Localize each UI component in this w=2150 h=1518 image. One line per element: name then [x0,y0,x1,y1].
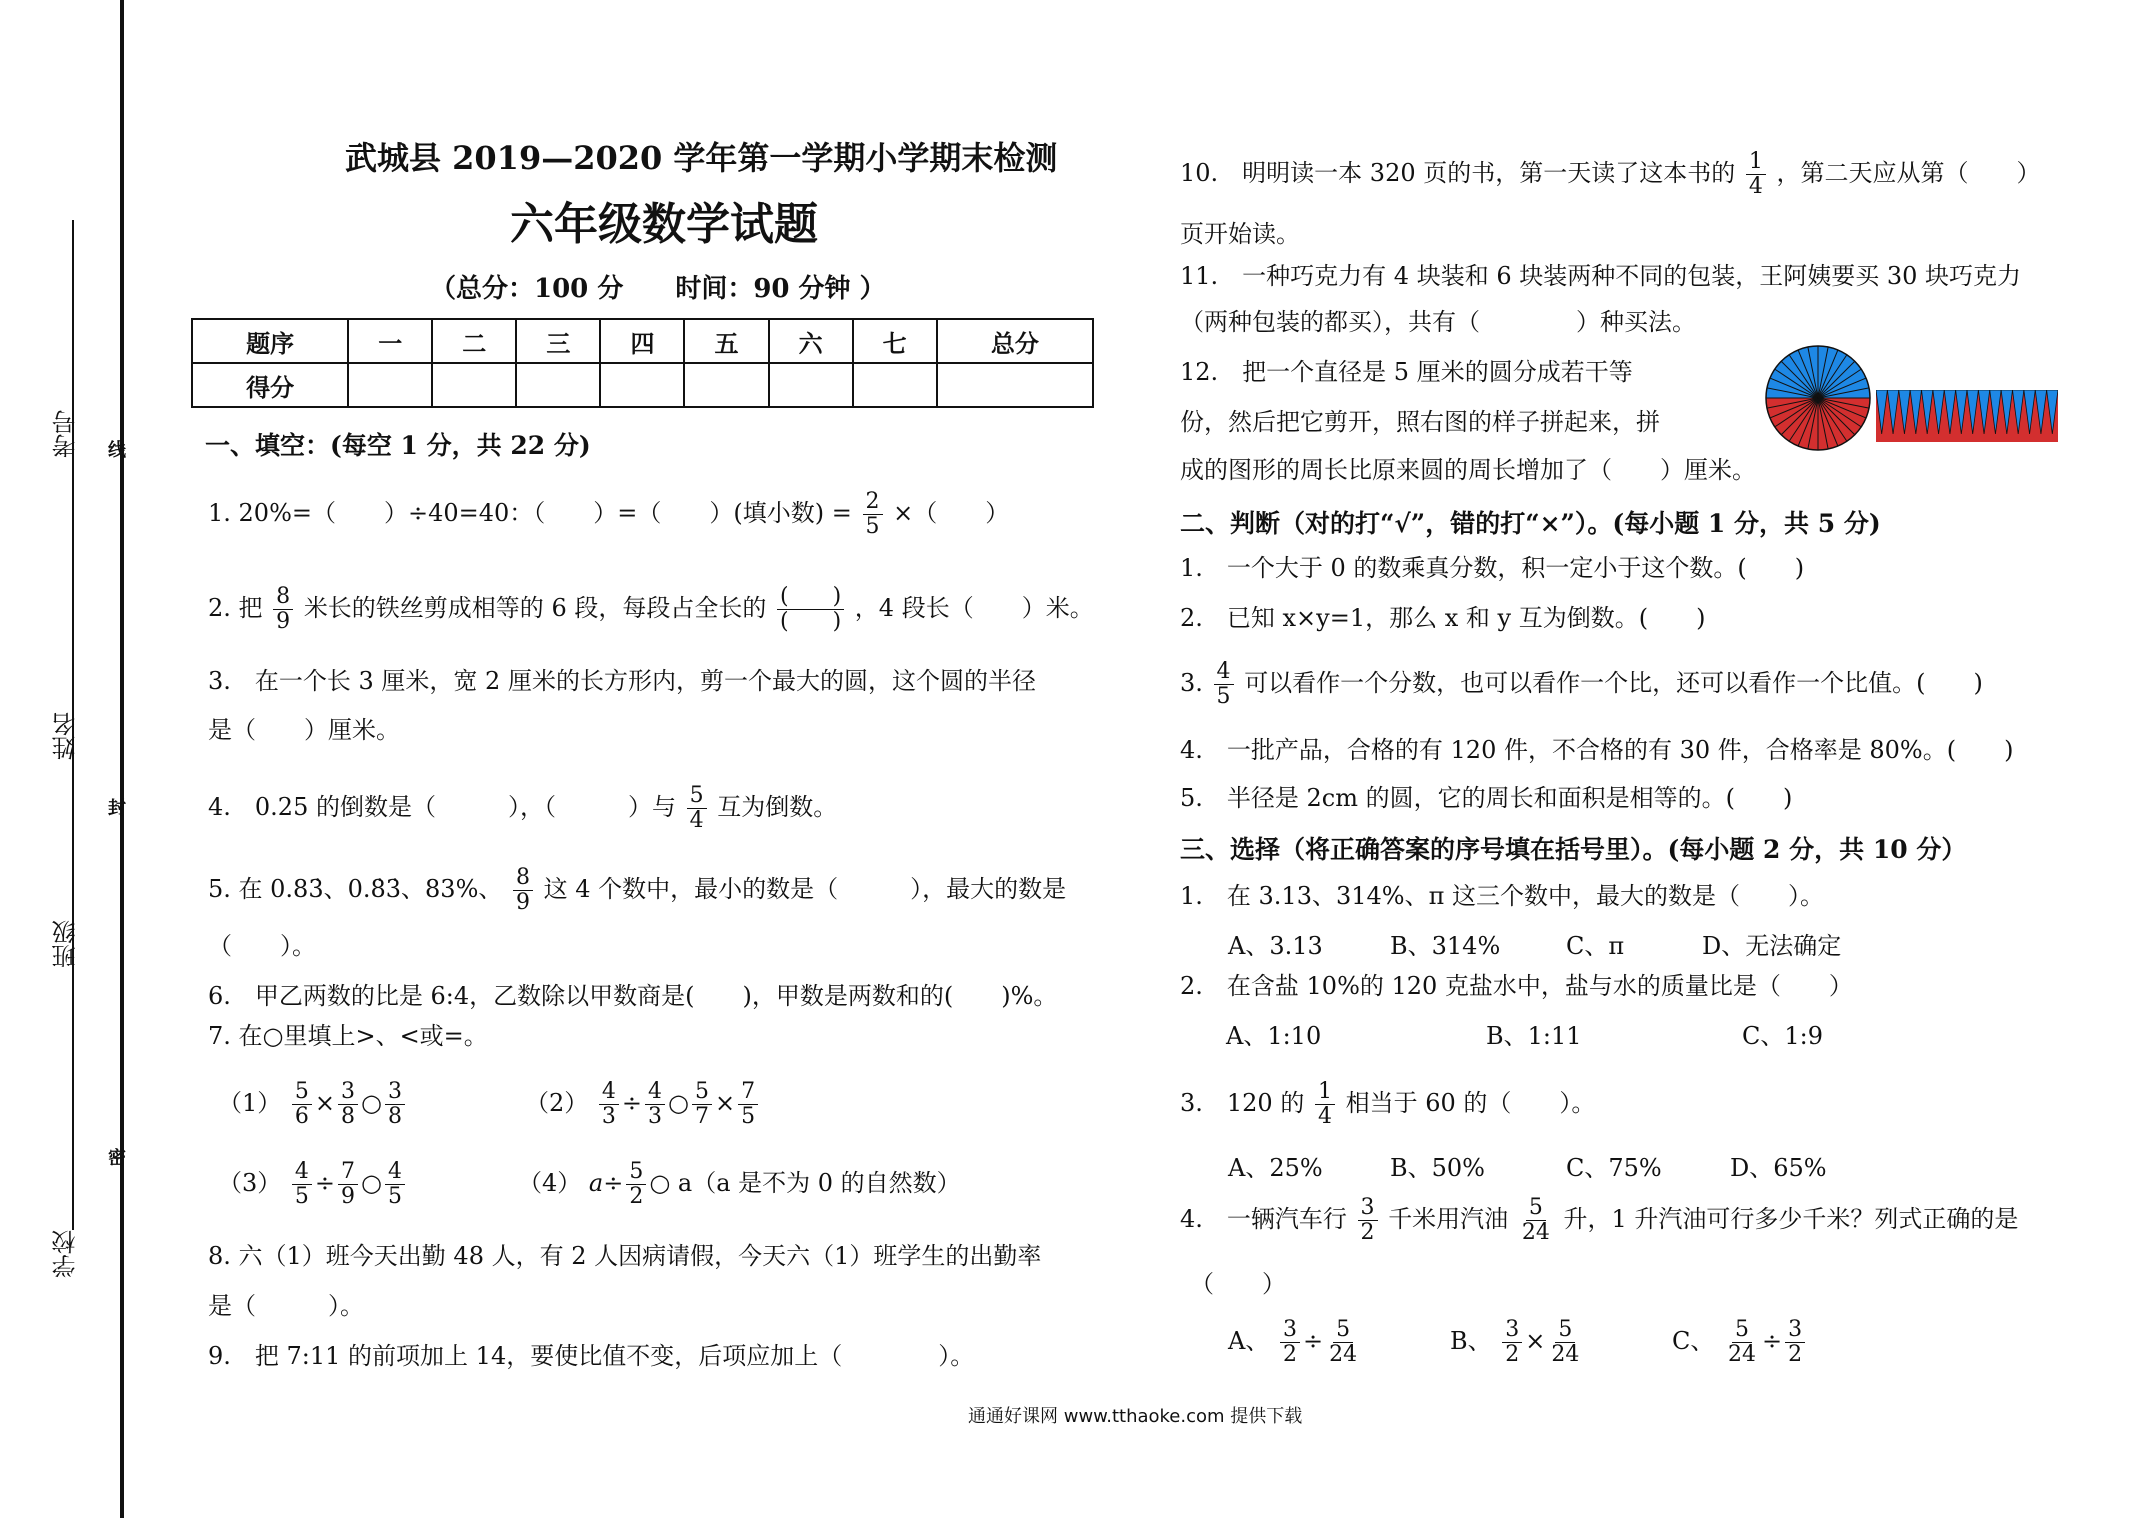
sub-label: （4） [518,1169,582,1197]
fraction [1725,1318,1759,1367]
fraction [1785,1318,1805,1367]
fraction [513,866,533,915]
fraction-numerator: 1 [1315,1080,1335,1105]
question-12-line2: 份，然后把它剪开，照右图的样子拼起来，拼 [1180,408,1660,436]
question-5 [208,866,1066,915]
section2-title: 二、判断（对的打“√”，错的打“×”）。(每小题 1 分，共 5 分) [1180,509,1881,538]
judge-2: 2. 已知 x×y=1，那么 x 和 y 互为倒数。( ) [1180,604,1706,632]
question-11-line2: （两种包装的都买），共有（ ）种买法。 [1180,308,1696,336]
question-7-4 [518,1160,961,1209]
question-text: 3. 120 的 [1180,1089,1305,1117]
exam-title-line2: 六年级数学试题 [510,199,818,250]
fraction-numerator: 7 [338,1160,358,1185]
score-blank-cell[interactable] [348,363,432,407]
exam-subtitle: （总分：100 分 时间：90 分钟 ） [430,274,886,304]
question-7: 7. 在○里填上>、<或=。 [208,1022,488,1050]
fraction-denominator: 5 [741,1104,756,1129]
side-mark-feng: 封 [105,798,126,816]
score-table [191,318,1094,408]
choice-4-opt-b[interactable] [1450,1318,1585,1367]
side-label-name: 姓名 [52,712,80,760]
choice-2-opt-b[interactable]: B、1:11 [1486,1022,1582,1050]
fraction-numerator: 4 [1214,660,1234,685]
score-table-score-row [192,363,1093,407]
fraction-numerator: ( ) [777,585,844,610]
question-8-line1: 8. 六（1）班今天出勤 48 人，有 2 人因病请假，今天六（1）班学生的出勤率 [208,1242,1042,1270]
score-blank-cell[interactable] [769,363,853,407]
fraction-denominator: 5 [1216,684,1231,709]
fraction [385,1160,405,1209]
question-text: 米长的铁丝剪成相等的 6 段，每段占全长的 [303,594,767,622]
fraction-denominator: 4 [1317,1104,1332,1129]
score-blank-cell[interactable] [516,363,600,407]
exam-title-line1: 武城县 2019—2020 学年第一学期小学期末检测 [345,139,1058,177]
fraction [687,784,707,833]
fraction-denominator: 9 [516,890,531,915]
side-mark-mi: 密 [105,1148,126,1166]
fraction [385,1080,405,1129]
fraction-denominator: 24 [1521,1220,1550,1245]
fraction [1214,660,1234,709]
fraction-denominator: 9 [341,1184,356,1209]
fraction-denominator: 3 [601,1104,616,1129]
fraction-denominator: 6 [294,1104,309,1129]
score-cell: 二 [432,319,516,363]
score-cell: 总分 [937,319,1093,363]
fraction-numerator: 2 [863,490,883,515]
question-text: 3. [1180,669,1203,697]
operator: ÷ [621,1089,643,1117]
question-text: 千米用汽油 [1388,1205,1509,1233]
choice-4-opt-c[interactable] [1672,1318,1808,1367]
fraction-denominator: 3 [648,1104,663,1129]
compare-circle[interactable]: ○ [668,1089,689,1117]
choice-3-opt-b[interactable]: B、50% [1390,1154,1485,1182]
compare-circle[interactable]: ○ [361,1169,382,1197]
fraction-numerator: 8 [513,866,533,891]
fraction [292,1080,312,1129]
fraction-numerator: 5 [292,1080,312,1105]
fraction-numerator: 7 [738,1080,758,1105]
fraction [1548,1318,1582,1367]
fraction [1746,150,1766,199]
fraction-numerator: 5 [1555,1318,1575,1343]
fraction-denominator: 2 [1282,1342,1297,1367]
fraction-denominator: ( ) [779,609,842,634]
fraction-denominator: 2 [1505,1342,1520,1367]
judge-1: 1. 一个大于 0 的数乘真分数，积一定小于这个数。( ) [1180,554,1805,582]
sub-label: （2） [525,1089,589,1117]
question-text: 相当于 60 的（ ）。 [1345,1089,1596,1117]
expression-text: a÷ [588,1169,624,1197]
question-12-line1: 12. 把一个直径是 5 厘米的圆分成若干等 [1180,358,1633,386]
choice-2: 2. 在含盐 10%的 120 克盐水中，盐与水的质量比是（ ） [1180,972,1853,1000]
question-text: 1. 20%=（ ）÷40=40：（ ）=（ ）(填小数) = [208,499,852,527]
question-11-line1: 11. 一种巧克力有 4 块装和 6 块装两种不同的包装，王阿姨要买 30 块巧克力 [1180,262,2022,290]
score-blank-cell[interactable] [853,363,937,407]
choice-1-opt-a[interactable]: A、3.13 [1228,932,1323,960]
choice-3-opt-a[interactable]: A、25% [1228,1154,1323,1182]
fraction-denominator: 4 [1748,174,1763,199]
question-3-line1: 3. 在一个长 3 厘米，宽 2 厘米的长方形内，剪一个最大的圆，这个圆的半径 [208,667,1036,695]
question-10 [1180,150,2041,199]
fraction-numerator: 5 [626,1160,646,1185]
side-label-school: 学校 [52,1230,80,1278]
choice-1-opt-d[interactable]: D、无法确定 [1702,932,1842,960]
fraction-numerator: 3 [1280,1318,1300,1343]
question-12-line3: 成的图形的周长比原来圆的周长增加了（ ）厘米。 [1180,456,1756,484]
score-blank-cell[interactable] [432,363,516,407]
score-cell: 四 [600,319,684,363]
fraction-numerator: 5 [692,1080,712,1105]
operator: × [714,1089,736,1117]
sub-label: （1） [218,1089,282,1117]
question-text: 10. 明明读一本 320 页的书，第一天读了这本书的 [1180,159,1736,187]
binding-thick-line [120,0,124,1518]
score-blank-cell[interactable] [600,363,684,407]
judge-4: 4. 一批产品，合格的有 120 件，不合格的有 30 件，合格率是 80%。( ) [1180,736,2014,764]
fraction [1280,1318,1300,1367]
fraction-numerator: 3 [385,1080,405,1105]
fraction-denominator: 5 [865,514,880,539]
fraction [273,585,293,634]
question-text: 互为倒数。 [717,793,838,821]
fraction [692,1080,712,1129]
fraction [738,1080,758,1129]
score-blank-cell[interactable] [684,363,768,407]
fraction-numerator: 1 [1746,150,1766,175]
choice-1-opt-c[interactable]: C、π [1566,932,1625,960]
fraction [1502,1318,1522,1367]
fraction [599,1080,619,1129]
fraction [626,1160,646,1209]
choice-4-opt-a[interactable] [1228,1318,1363,1367]
fraction-denominator: 5 [294,1184,309,1209]
score-cell: 三 [516,319,600,363]
question-text: ，第二天应从第（ ） [1776,159,2041,187]
operator: × [314,1089,336,1117]
question-9: 9. 把 7:11 的前项加上 14，要使比值不变，后项应加上（ ）。 [208,1342,975,1370]
side-mark-xian: 线 [105,440,126,458]
operator: ÷ [1302,1327,1324,1355]
question-1 [208,490,1009,539]
choice-3 [1180,1080,1595,1129]
footer-text: 通通好课网 www.tthaoke.com 提供下载 [968,1406,1303,1427]
fraction-denominator: 9 [276,609,291,634]
operator: ÷ [1762,1327,1783,1355]
section1-title: 一、填空：(每空 1 分，共 22 分) [205,431,591,460]
choice-3-opt-d[interactable]: D、65% [1730,1154,1827,1182]
fraction-denominator: 7 [694,1104,709,1129]
fraction [863,490,883,539]
judge-5: 5. 半径是 2cm 的圆，它的周长和面积是相等的。( ) [1180,784,1793,812]
fraction [338,1080,358,1129]
fraction-denominator: 5 [387,1184,402,1209]
compare-circle[interactable]: ○ [361,1089,382,1117]
fraction [1358,1196,1378,1245]
fraction-numerator: 8 [273,585,293,610]
choice-2-opt-a[interactable]: A、1:10 [1226,1022,1322,1050]
circle-sectors-figure [1762,342,1874,454]
blank-fraction[interactable] [777,585,844,634]
question-text: 可以看作一个分数，也可以看作一个比，还可以看作一个比值。( ) [1244,669,1983,697]
question-7-1 [218,1080,408,1129]
question-text: ，4 段长（ ）米。 [854,594,1094,622]
question-8-line2: 是（ ）。 [208,1292,364,1320]
fraction-numerator: 3 [1785,1318,1805,1343]
question-6: 6. 甲乙两数的比是 6:4，乙数除以甲数商是( )，甲数是两数和的( )%。 [208,982,1058,1010]
fraction [645,1080,665,1129]
expression-text: ○ a（a 是不为 0 的自然数） [649,1169,961,1197]
choice-3-opt-c[interactable]: C、75% [1566,1154,1662,1182]
fraction-numerator: 5 [1732,1318,1752,1343]
fraction [1315,1080,1335,1129]
question-4 [208,784,837,833]
question-3-line2: 是（ ）厘米。 [208,716,400,744]
score-table-header-row [192,319,1093,363]
score-cell: 题序 [192,319,348,363]
option-label: B、 [1450,1327,1492,1355]
operator: × [1525,1327,1546,1355]
question-text: 4. 一辆汽车行 [1180,1205,1347,1233]
question-text: 升，1 升汽油可行多少千米？列式正确的是 [1563,1205,2019,1233]
sub-label: （3） [218,1169,282,1197]
fraction [338,1160,358,1209]
fraction-numerator: 3 [1358,1196,1378,1221]
score-cell: 一 [348,319,432,363]
fraction-denominator: 8 [387,1104,402,1129]
fraction-denominator: 2 [629,1184,644,1209]
fraction-numerator: 4 [385,1160,405,1185]
choice-2-opt-c[interactable]: C、1:9 [1742,1022,1823,1050]
question-text: 4. 0.25 的倒数是（ ），（ ）与 [208,793,676,821]
choice-1: 1. 在 3.13、314%、π 这三个数中，最大的数是（ ）。 [1180,882,1824,910]
option-label: A、 [1228,1327,1270,1355]
fraction-denominator: 24 [1728,1342,1757,1367]
fraction-denominator: 24 [1551,1342,1580,1367]
question-text: 2. 把 [208,594,263,622]
fraction-numerator: 4 [599,1080,619,1105]
fraction-denominator: 2 [1360,1220,1375,1245]
question-7-3 [218,1160,408,1209]
question-5-line2: （ ）。 [208,932,316,960]
operator: ÷ [314,1169,336,1197]
fraction-numerator: 4 [292,1160,312,1185]
fraction-denominator: 2 [1788,1342,1803,1367]
score-cell: 六 [769,319,853,363]
side-label-kaohao: 考号 [52,410,80,458]
fraction-denominator: 24 [1329,1342,1358,1367]
score-cell: 五 [684,319,768,363]
question-text: 这 4 个数中，最小的数是（ ），最大的数是 [543,875,1067,903]
fraction-numerator: 5 [687,784,707,809]
question-text: ×（ ） [893,499,1010,527]
fraction-numerator: 4 [645,1080,665,1105]
question-10-line2: 页开始读。 [1180,220,1300,248]
question-text: 5. 在 0.83̇、0.8̇3̇、83%、 [208,875,503,903]
fraction [1326,1318,1360,1367]
question-7-2 [525,1080,761,1129]
choice-4-line2: （ ） [1190,1270,1286,1298]
fraction-numerator: 3 [338,1080,358,1105]
choice-4 [1180,1196,2018,1245]
rearranged-strip-figure [1876,390,2058,442]
fraction [292,1160,312,1209]
question-2 [208,585,1094,634]
option-label: C、 [1672,1327,1715,1355]
choice-1-opt-b[interactable]: B、314% [1390,932,1501,960]
score-cell: 七 [853,319,937,363]
fraction-denominator: 8 [341,1104,356,1129]
fraction [1519,1196,1553,1245]
fraction-numerator: 5 [1526,1196,1546,1221]
score-row-label: 得分 [192,363,348,407]
fraction-numerator: 5 [1333,1318,1353,1343]
fraction-numerator: 3 [1502,1318,1522,1343]
score-blank-cell[interactable] [937,363,1093,407]
side-label-class: 班级 [52,920,80,968]
judge-3 [1180,660,1983,709]
fraction-denominator: 4 [689,808,704,833]
section3-title: 三、选择（将正确答案的序号填在括号里）。(每小题 2 分，共 10 分） [1180,835,1967,864]
